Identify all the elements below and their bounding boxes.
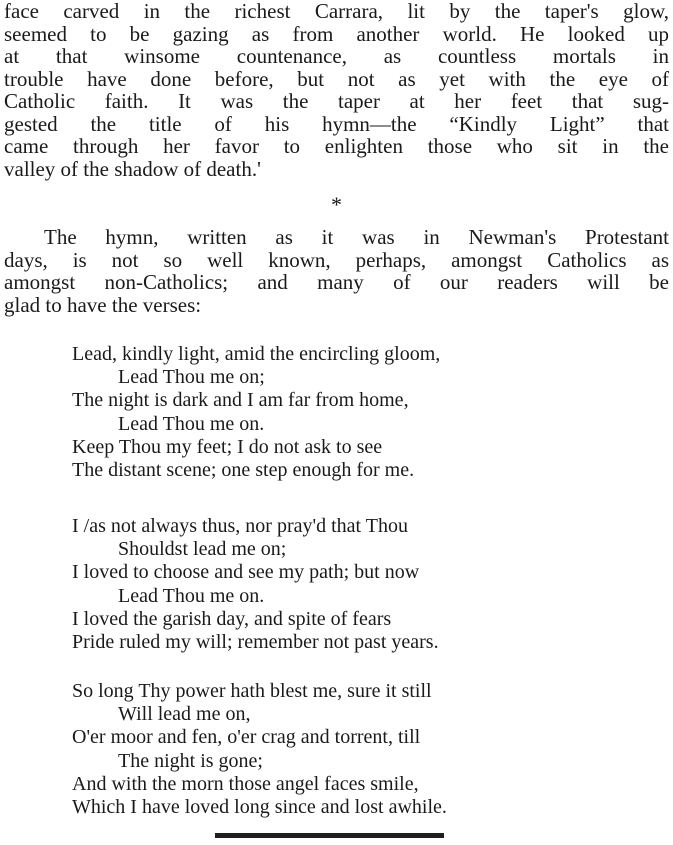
text-line: glad to have the verses: xyxy=(4,292,202,317)
paragraph-story xyxy=(4,0,669,180)
poem-stanza-2 xyxy=(72,515,632,654)
verse-line: Lead Thou me on. xyxy=(118,412,265,435)
verse-line: Lead Thou me on. xyxy=(118,584,265,607)
verse-line: Which I have loved long since and lost awhile. xyxy=(72,796,447,819)
verse-line: And with the morn those angel faces smile, xyxy=(72,772,419,795)
text-line: face carved in the richest Carrara, lit by the taper's glow, xyxy=(4,0,669,23)
text-line: gested the title of his hymn—the “Kindly Light” that xyxy=(4,111,669,136)
poem-stanza-1 xyxy=(72,343,632,482)
verse-line: Lead Thou me on; xyxy=(118,366,265,389)
verse-line: So long Thy power hath blest me, sure it still xyxy=(72,680,432,702)
end-divider-rule xyxy=(215,833,444,838)
paragraph-intro xyxy=(4,226,669,316)
verse-line: Keep Thou my feet; I do not ask to see xyxy=(72,435,383,458)
verse-line: Lead, kindly light, amid the encircling gloom, xyxy=(72,343,441,365)
section-break-asterisk: * xyxy=(331,192,342,217)
verse-line: The night is gone; xyxy=(118,749,263,772)
verse-line: I loved the garish day, and spite of fears xyxy=(72,607,392,630)
verse-line: Pride ruled my will; remember not past years. xyxy=(72,631,439,654)
verse-line: O'er moor and fen, o'er crag and torrent, till xyxy=(72,726,421,749)
verse-line: I /as not always thus, nor pray'd that Thou xyxy=(72,515,408,537)
text-line: Catholic faith. It was the taper at her feet that sug- xyxy=(4,89,669,113)
text-line: seemed to be gazing as from another world. He looked up xyxy=(4,21,669,46)
text-line: at that winsome countenance, as countless mortals in xyxy=(4,44,669,68)
poem-stanza-3 xyxy=(72,680,632,819)
text-line: valley of the shadow of death.' xyxy=(4,156,261,181)
text-line: amongst non-Catholics; and many of our readers will be xyxy=(4,270,669,294)
verse-line: Will lead me on, xyxy=(118,703,251,726)
text-line: trouble have done before, but not as yet with the eye of xyxy=(4,66,669,91)
verse-line: I loved to choose and see my path; but now xyxy=(72,561,420,584)
verse-line: Shouldst lead me on; xyxy=(118,538,287,561)
verse-line: The distant scene; one step enough for me. xyxy=(72,459,415,482)
text-line: The hymn, written as it was in Newman's Protestant xyxy=(44,225,669,249)
text-line: came through her favor to enlighten those who sit in the xyxy=(4,134,669,158)
verse-line: The night is dark and I am far from home, xyxy=(72,389,409,412)
text-line: days, is not so well known, perhaps, amongst Catholics as xyxy=(4,247,669,272)
